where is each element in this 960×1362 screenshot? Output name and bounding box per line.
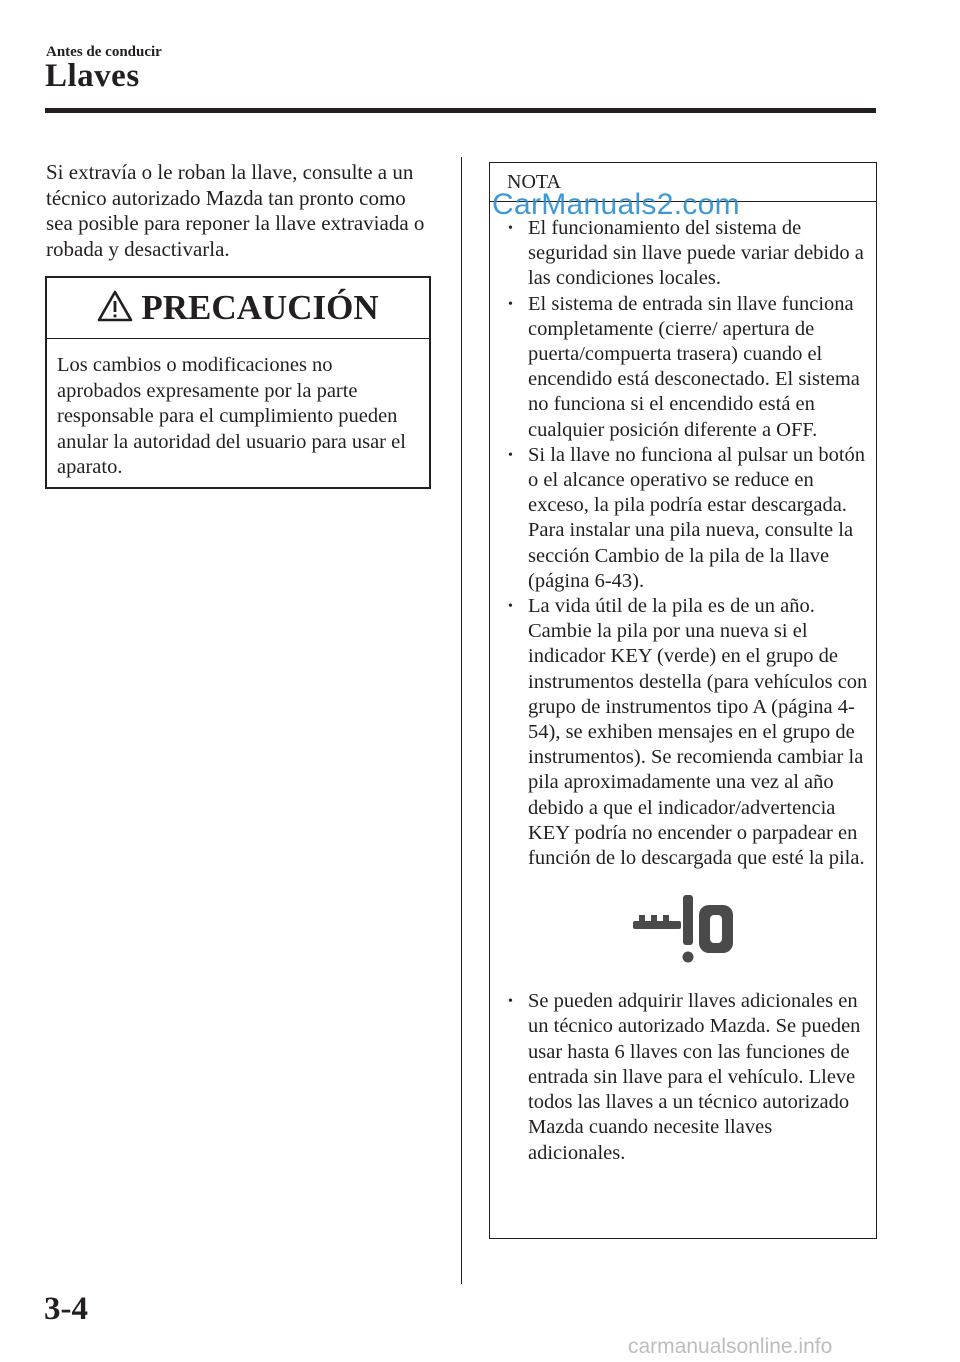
nota-item: • Si la llave no funciona al pulsar un botón o el alcance operativo se reduce en exceso, la pila podría estar descargada. Para instalar una pila nueva, consulte la sección Cambio de la pila de la llave (página 6-43). — [490, 443, 876, 594]
key-indicator-figure — [490, 871, 876, 989]
nota-item: • El funcionamiento del sistema de seguridad sin llave puede variar debido a las condiciones locales. — [490, 216, 876, 292]
nota-list-continued — [490, 989, 876, 1165]
caution-body: Los cambios o modificaciones no aprobados expresamente por la parte responsable para el cumplimiento pueden anular la autoridad del usuario para usar el aparato. — [57, 354, 406, 478]
page-title: Llaves — [45, 58, 140, 94]
section-label: Antes de conducir — [46, 44, 162, 60]
warning-triangle-icon — [97, 290, 133, 327]
caution-header — [47, 278, 429, 339]
caution-box — [45, 276, 431, 489]
watermark: CarManuals2.com — [492, 188, 740, 221]
column-divider — [461, 157, 462, 1284]
key-warning-indicator-icon — [631, 891, 735, 970]
nota-item: • El sistema de entrada sin llave funciona completamente (cierre/ apertura de puerta/compuerta trasera) cuando el encendido está desconectado. El sistema no funciona si el encendido está en cualquier posición diferente a OFF. — [490, 292, 876, 443]
nota-list — [490, 202, 876, 871]
caution-title: PRECAUCIÓN — [141, 288, 379, 327]
nota-heading: NOTA — [490, 163, 876, 202]
nota-box — [489, 162, 877, 1239]
page-number: 3-4 — [44, 1291, 88, 1327]
nota-item: • La vida útil de la pila es de un año. Cambie la pila por una nueva si el indicador KEY (verde) en el grupo de instrumentos destella (para vehículos con grupo de instrumentos tipo A (página 4-54), se exhiben mensajes en el grupo de instrumentos). Se recomienda cambiar la pila aproximadamente una vez al año debido a que el indicador/advertencia KEY podría no encender o parpadear en función de lo descargada que esté la pila. — [490, 594, 876, 871]
intro-paragraph: Si extravía o le roban la llave, consulte a un técnico autorizado Mazda tan pronto como sea posible para reponer la llave extraviada o robada y desactivarla. — [46, 160, 425, 261]
header-rule — [45, 108, 876, 113]
nota-item: • Se pueden adquirir llaves adicionales en un técnico autorizado Mazda. Se pueden usar hasta 6 llaves con las funciones de entrada sin llave para el vehículo. Lleve todos las llaves a un técnico autorizado Mazda cuando necesite llaves adicionales. — [490, 989, 876, 1165]
footer-site-link[interactable]: carmanualsonline.info — [628, 1335, 833, 1358]
